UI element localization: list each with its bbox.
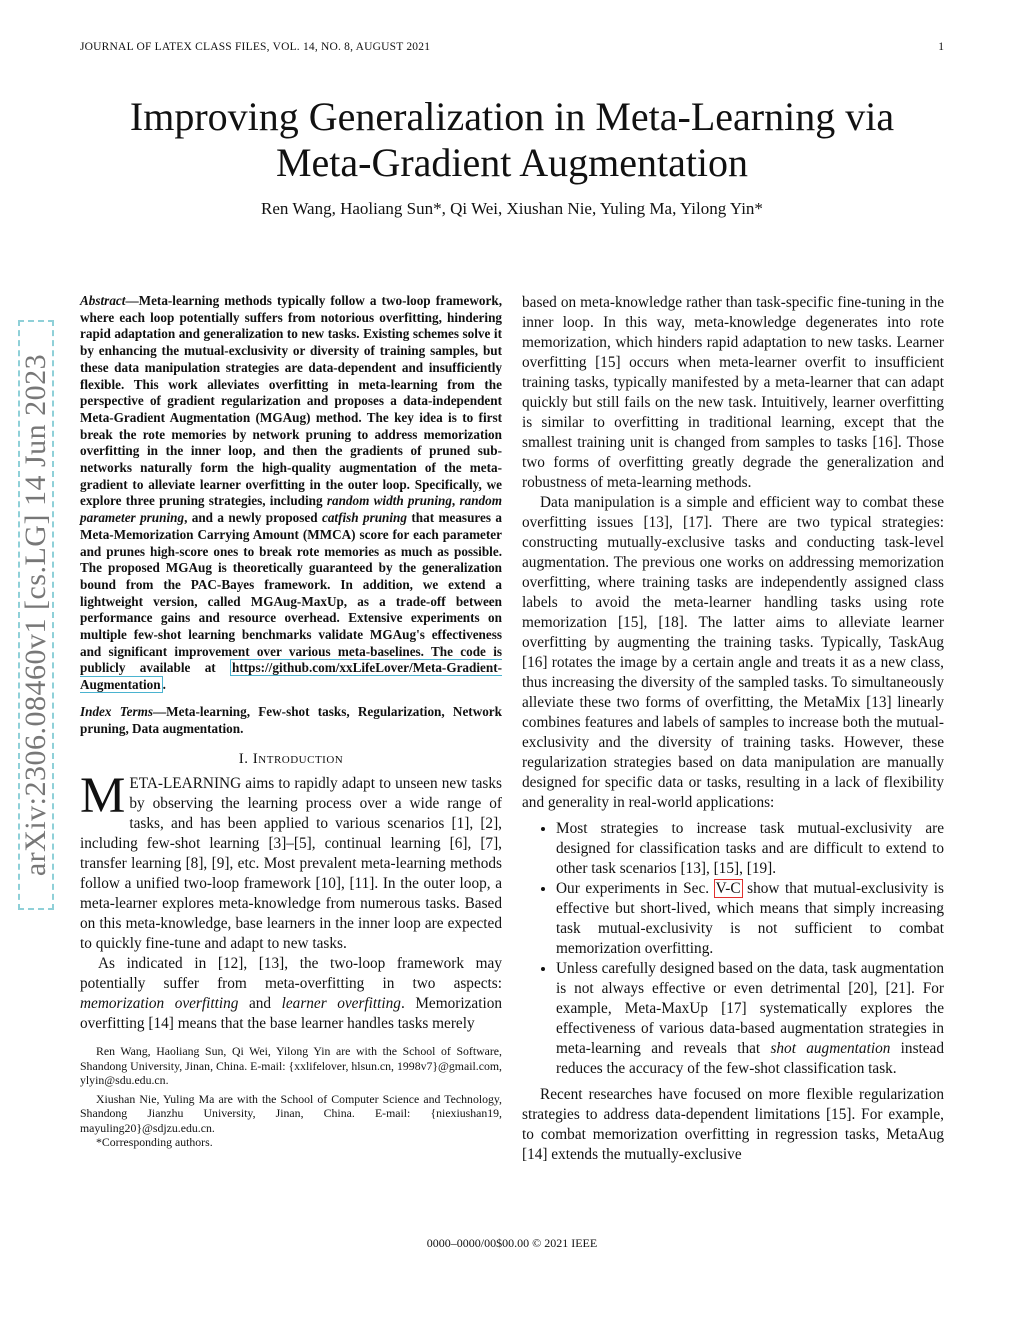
intro-p2-em-1: memorization overfitting [80, 995, 239, 1013]
abstract-text-2: that measures a Meta-Memorization Carrying Amount (MMCA) score for each parameter and prunes high-score ones to break rote memories as much as possible. The proposed MGAug is theoretically guaranteed by the generalization bound from the PAC-Bayes framework. In addition, we extend a lightweight version, called MGAug-MaxUp, as a trade-off between performance gains and resource overhead. Extensive experiments on multiple few-shot learning benchmarks validate MGAug's effectiveness and significant improvement over various meta-baselines. The code is publicly available at [80, 510, 502, 676]
list-item-text-a: Unless carefully designed based on the data, task augmentation is not always effective or even detrimental [20], [21]. For example, Meta-MaxUp [17] systematically explores the effectiveness of various data-based augmentation strategies in meta-learning and reveals that [556, 960, 944, 1057]
left-column [80, 293, 502, 1150]
abstract-em-2: random parameter pruning [80, 493, 502, 526]
abstract-label: Abstract [80, 293, 126, 308]
abstract-end: . [162, 677, 166, 693]
index-terms-label: Index Terms [80, 703, 153, 719]
abstract-text-1: —Meta-learning methods typically follow a two-loop framework, where each loop potentially suffers from notorious overfitting, hindering rapid adaptation and generalization to new tasks. Existing schemes solve it by enhancing the mutual-exclusivity or diversity of training samples, but these data manipulation strategies are data-dependent and insufficiently flexible. This work alleviates overfitting in meta-learning from the perspective of gradient regularization and proposes a data-independent Meta-Gradient Augmentation (MGAug) method. The key idea is to first break the rote memories by network pruning to address memorization overfitting in the inner loop, and then the gradients of pruned sub-networks naturally form the high-quality augmentation of the meta-gradient to alleviate learner overfitting in the outer loop. Specifically, we explore three pruning strategies, including [80, 293, 502, 509]
list-item [556, 879, 944, 959]
right-column [522, 293, 944, 1165]
intro-p2-b: and [238, 995, 282, 1013]
list-item-text-a: Our experiments in Sec. [556, 880, 715, 897]
abstract-sep-2: , and a newly proposed [184, 510, 322, 526]
intro-p2-a: As indicated in [12], [13], the two-loop framework may potentially suffer from meta-overfitting in two aspects: [80, 955, 502, 993]
abstract [80, 293, 502, 694]
index-terms-text: —Meta-learning, Few-shot tasks, Regularization, Network pruning, Data augmentation. [80, 703, 502, 736]
page-number: 1 [938, 41, 944, 53]
abstract-sep-1: , [451, 493, 460, 509]
drop-cap: M [80, 768, 126, 825]
list-item [556, 959, 944, 1079]
section-heading [80, 751, 502, 768]
author-list: Ren Wang, Haoliang Sun*, Qi Wei, Xiushan Nie, Yuling Ma, Yilong Yin* [261, 199, 763, 218]
paper-title [0, 94, 1024, 186]
code-link[interactable]: https://github.com/xxLifeLover/Meta-Gradient-Augmentation [80, 660, 502, 693]
right-paragraph-3: Recent researches have focused on more flexible regularization strategies to address data-dependent limitations [15]. For example, to combat memorization overfitting in regression tasks, MetaAug [14] extends the mutually-exclusive [522, 1086, 944, 1163]
limitations-list [522, 819, 944, 1079]
right-paragraph-2: Data manipulation is a simple and efficient way to combat these overfitting issues [13], [17]. There are two typical strategies: constructing mutually-exclusive tasks and conducting task-level augmentation. The previous one works on addressing memorization overfitting, where training tasks are independently assigned class labels to avoid the meta-learner handling tasks using rote memorization [15], [18]. The latter aims to alleviate learner overfitting by augmenting the training tasks. Typically, TaskAug [16] rotates the image by a certain angle and treats it as a new class, thus increasing the diversity of the sampled tasks. To simultaneously alleviate these two forms of overfitting, the MetaMix [13] linearly combines features and labels of samples to increase both the mutual-exclusivity and the diversity of training tasks. However, these regularization strategies based on data manipulation are manually designed for specific data or tasks, resulting in a lack of flexibility and generality in real-world applications: [522, 494, 944, 811]
intro-p2-em-2: learner overfitting [281, 995, 401, 1013]
footnote-affiliation-1: Ren Wang, Haoliang Sun, Qi Wei, Yilong Yin are with the School of Software, Shandong University, Jinan, China. E-mail: {xxlifelover, hlsun.cn, 1998v7}@gmail.com, ylyin@sdu.edu.cn. [80, 1044, 502, 1088]
list-item-text-b: show that mutual-exclusivity is effective but short-lived, which means that simply increasing task mutual-exclusivity is not sufficient to combat memorization overfitting. [556, 880, 944, 957]
index-terms [80, 704, 502, 737]
arxiv-id[interactable]: arXiv:2306.08460v1 [cs.LG] 14 Jun 2023 [19, 353, 52, 877]
footnote-affiliation-2: Xiushan Nie, Yuling Ma are with the School of Computer Science and Technology, Shandong Jianzhu University, Jinan, China. E-mail: {niexiushan19, mayuling20}@sdjzu.edu.cn. [80, 1091, 502, 1135]
arxiv-sidebar[interactable] [14, 320, 60, 910]
section-ref-link[interactable]: V-C [715, 880, 741, 897]
intro-p2-c: . Memorization overfitting [14] means that the base learner handles tasks merely [80, 995, 502, 1033]
section-numeral: I. [238, 751, 249, 768]
title-line-1: Improving Generalization in Meta-Learning via [129, 94, 895, 139]
list-item-text-b: instead reduces the accuracy of the few-shot classification task. [556, 1040, 944, 1077]
intro-paragraph-2 [80, 954, 502, 1034]
footnote-corresponding: *Corresponding authors. [96, 1135, 213, 1150]
section-title: Introduction [252, 751, 344, 768]
abstract-em-3: catfish pruning [321, 510, 407, 526]
intro-p1-text: ETA-LEARNING aims to rapidly adapt to unseen new tasks by observing the learning process over a wide range of tasks, and has been applied to various scenarios [1], [2], including few-shot learning [3]–[5], continual learning [6], [7], transfer learning [8], [9], etc. Most prevalent meta-learning methods follow a unified two-loop framework [10], [11]. In the outer loop, a meta-learner explores meta-knowledge from numerous tasks. Based on this meta-knowledge, base learners in the inner loop are expected to quickly fine-tune and adapt to new tasks. [80, 775, 502, 953]
running-header: JOURNAL OF LATEX CLASS FILES, VOL. 14, NO. 8, AUGUST 2021 [80, 41, 431, 53]
abstract-em-1: random width pruning [326, 493, 452, 509]
right-paragraph-1: based on meta-knowledge rather than task-specific fine-tuning in the inner loop. In this way, meta-knowledge degenerates into rote memorization, which hinders rapid adaptation to new tasks. Learner overfitting [15] occurs when meta-learner overfit to insufficient training tasks, typically manifested by a meta-learner that can adapt quickly but still fails on the new task. Intuitively, learner overfitting is similar to overfitting in traditional learning, except that the smallest training unit is changed from samples to tasks [16]. Those two forms of overfitting greatly degrade the generalization and robustness of meta-learning methods. [522, 294, 944, 491]
copyright-footer: 0000–0000/00$00.00 © 2021 IEEE [426, 1236, 598, 1250]
title-line-2: Meta-Gradient Augmentation [275, 140, 749, 185]
intro-paragraph-1 [80, 768, 502, 954]
list-item-em: shot augmentation [770, 1040, 891, 1057]
list-item: • Most strategies to increase task mutual-exclusivity are designed for classification tasks and are difficult to extend to other task scenarios [13], [15], [19]. [556, 819, 944, 879]
